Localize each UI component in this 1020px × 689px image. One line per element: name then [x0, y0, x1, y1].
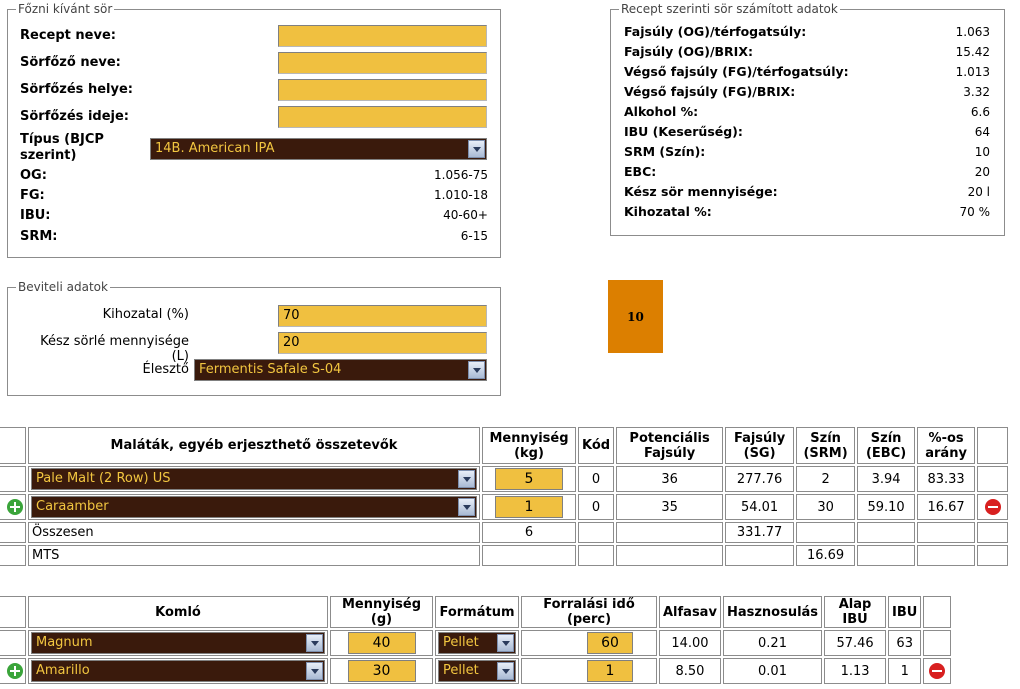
calc-row-label: Kész sör mennyisége: — [624, 184, 778, 199]
hop-select[interactable] — [31, 632, 325, 654]
hop-select-value: Magnum — [36, 635, 93, 650]
calc-row — [624, 64, 990, 84]
malt-code-cell: 0 — [578, 494, 614, 520]
empty-cell — [917, 545, 975, 566]
malt-pct-cell: 83.33 — [917, 466, 975, 492]
hop-ibu-cell: 63 — [888, 630, 921, 656]
calc-row — [624, 104, 990, 124]
calc-row-label: SRM (Szín): — [624, 144, 706, 159]
header-cell: Fajsúly (SG) — [725, 427, 794, 464]
brew-place-input[interactable] — [278, 79, 487, 101]
malt-ebc-cell: 3.94 — [857, 466, 915, 492]
mts-srm-cell: 16.69 — [796, 545, 855, 566]
row-action-cell — [977, 494, 1008, 520]
volume-label: Kész sörlé mennyisége (L) — [40, 334, 189, 364]
hop-time-cell — [521, 630, 657, 656]
calc-row — [624, 204, 990, 224]
header-cell: Mennyiség (g) — [330, 596, 433, 628]
beer-color-swatch — [608, 280, 663, 353]
hop-format-value: Pellet — [443, 663, 479, 678]
calc-row-value: 20 l — [967, 185, 990, 199]
calc-row-value: 6.6 — [970, 105, 990, 119]
calc-row-value: 15.42 — [955, 45, 990, 59]
empty-cell — [616, 545, 723, 566]
chevron-down-icon[interactable] — [468, 361, 485, 379]
empty-cell — [616, 522, 723, 543]
hop-time-cell — [521, 658, 657, 684]
row-action-cell — [923, 658, 951, 684]
calc-row — [624, 184, 990, 204]
hop-util-cell: 0.21 — [723, 630, 822, 656]
chevron-down-icon[interactable] — [458, 498, 475, 516]
row-action-cell — [0, 545, 26, 566]
total-row — [0, 522, 1008, 543]
header-cell: Alfasav — [659, 596, 721, 628]
hop-ibu-cell: 1 — [888, 658, 921, 684]
calc-row-value: 10 — [974, 145, 990, 159]
header-cell: Potenciális Fajsúly — [616, 427, 723, 464]
recipe-name-input[interactable] — [278, 25, 487, 47]
chevron-down-icon[interactable] — [497, 662, 514, 680]
calc-row — [624, 44, 990, 64]
hop-qty-cell — [330, 630, 433, 656]
malt-qty-input[interactable]: 5 — [495, 468, 563, 490]
fg-spec-value: 1.010-18 — [434, 188, 488, 202]
malt-potential-cell: 35 — [616, 494, 723, 520]
style-select[interactable] — [150, 138, 487, 160]
hop-alpha-cell: 8.50 — [659, 658, 721, 684]
og-spec-label: OG: — [20, 168, 47, 183]
malt-qty-input[interactable]: 1 — [495, 496, 563, 518]
hop-name-cell — [28, 630, 328, 656]
calc-row-label: Végső fajsúly (FG)/BRIX: — [624, 84, 796, 99]
calc-row — [624, 124, 990, 144]
brewer-name-label: Sörfőző neve: — [20, 55, 121, 70]
ibu-spec-label: IBU: — [20, 208, 51, 223]
chevron-down-icon[interactable] — [306, 634, 323, 652]
add-row-icon[interactable] — [7, 499, 23, 515]
row-action-cell — [0, 658, 26, 684]
brewer-name-input[interactable] — [278, 52, 487, 74]
empty-cell — [796, 522, 855, 543]
malt-select[interactable] — [31, 468, 477, 490]
volume-input[interactable]: 20 — [278, 332, 487, 354]
calculated-data-list — [624, 24, 990, 224]
add-row-icon[interactable] — [7, 663, 23, 679]
header-cell: Szín (EBC) — [857, 427, 915, 464]
malt-select-value: Caraamber — [36, 499, 109, 514]
empty-cell — [482, 545, 576, 566]
table-header-row — [0, 427, 1008, 464]
malt-qty-cell — [482, 466, 576, 492]
malt-code-cell: 0 — [578, 466, 614, 492]
calc-row-label: Kihozatal %: — [624, 204, 712, 219]
hop-base-ibu-cell: 57.46 — [824, 630, 886, 656]
hop-select[interactable] — [31, 660, 325, 682]
malt-srm-cell: 2 — [796, 466, 855, 492]
row-action-cell — [0, 466, 26, 492]
malt-select-value: Pale Malt (2 Row) US — [36, 471, 171, 486]
calc-row-label: Fajsúly (OG)/BRIX: — [624, 44, 753, 59]
empty-cell — [725, 545, 794, 566]
efficiency-input[interactable]: 70 — [278, 305, 487, 327]
header-cell: Komló — [28, 596, 328, 628]
total-label-cell: Összesen — [28, 522, 480, 543]
malt-qty-cell — [482, 494, 576, 520]
hops-table — [0, 594, 953, 686]
srm-spec-label: SRM: — [20, 229, 58, 244]
hop-util-cell: 0.01 — [723, 658, 822, 684]
empty-cell — [857, 545, 915, 566]
beer-info-legend: Főzni kívánt sör — [18, 2, 113, 16]
calc-row-value: 64 — [974, 125, 990, 139]
hop-qty-input[interactable]: 30 — [348, 660, 416, 682]
yeast-select-value: Fermentis Safale S-04 — [199, 362, 342, 377]
empty-cell — [917, 522, 975, 543]
hop-format-cell — [435, 630, 519, 656]
empty-cell — [977, 522, 1008, 543]
table-row — [0, 466, 1008, 492]
remove-row-icon[interactable] — [929, 663, 945, 679]
malt-name-cell — [28, 466, 480, 492]
calc-row-label: IBU (Keserűség): — [624, 124, 743, 139]
calc-row — [624, 164, 990, 184]
header-cell: Hasznosulás — [723, 596, 822, 628]
chevron-down-icon[interactable] — [306, 662, 323, 680]
table-row — [0, 494, 1008, 520]
hop-name-cell — [28, 658, 328, 684]
calc-row-label: Végső fajsúly (FG)/térfogatsúly: — [624, 64, 849, 79]
hop-format-select[interactable] — [438, 660, 516, 682]
calc-row-value: 1.063 — [955, 25, 990, 39]
header-cell: IBU — [888, 596, 921, 628]
input-data-legend: Beviteli adatok — [18, 280, 108, 294]
calc-row-value: 20 — [974, 165, 990, 179]
hop-qty-cell — [330, 658, 433, 684]
chevron-down-icon[interactable] — [468, 140, 485, 158]
mts-label-cell: MTS — [28, 545, 480, 566]
og-spec-value: 1.056-75 — [434, 168, 488, 182]
style-label: Típus (BJCP szerint) — [20, 132, 104, 163]
hop-format-cell — [435, 658, 519, 684]
hop-qty-input[interactable]: 40 — [348, 632, 416, 654]
calculated-data-legend: Recept szerinti sör számított adatok — [621, 2, 838, 16]
calc-row — [624, 144, 990, 164]
malt-select[interactable] — [31, 496, 477, 518]
calc-row-value: 1.013 — [955, 65, 990, 79]
row-action-cell — [0, 630, 26, 656]
header-cell — [0, 427, 26, 464]
malt-name-cell — [28, 494, 480, 520]
hop-alpha-cell: 14.00 — [659, 630, 721, 656]
chevron-down-icon[interactable] — [497, 634, 514, 652]
calc-row-label: EBC: — [624, 164, 657, 179]
header-cell — [0, 596, 26, 628]
header-cell: Formátum — [435, 596, 519, 628]
hop-select-value: Amarillo — [36, 663, 90, 678]
table-row — [0, 630, 951, 656]
recipe-name-label: Recept neve: — [20, 28, 116, 43]
header-cell: Forralási idő (perc) — [521, 596, 657, 628]
calc-row-label: Fajsúly (OG)/térfogatsúly: — [624, 24, 807, 39]
yeast-select[interactable] — [194, 359, 487, 381]
hop-time-input[interactable]: 1 — [587, 660, 633, 682]
header-cell — [923, 596, 951, 628]
ibu-spec-value: 40-60+ — [443, 208, 488, 222]
row-action-cell — [923, 630, 951, 656]
malt-potential-cell: 36 — [616, 466, 723, 492]
hop-time-input[interactable]: 60 — [587, 632, 633, 654]
row-action-cell — [0, 494, 26, 520]
hop-format-select[interactable] — [438, 632, 516, 654]
total-qty-cell: 6 — [482, 522, 576, 543]
table-row — [0, 658, 951, 684]
style-select-value: 14B. American IPA — [155, 141, 275, 156]
calc-row-value: 70 % — [959, 205, 990, 219]
malt-srm-cell: 30 — [796, 494, 855, 520]
mts-row — [0, 545, 1008, 566]
header-cell: Szín (SRM) — [796, 427, 855, 464]
srm-spec-value: 6-15 — [460, 229, 488, 243]
chevron-down-icon[interactable] — [458, 470, 475, 488]
header-cell — [977, 427, 1008, 464]
malt-pct-cell: 16.67 — [917, 494, 975, 520]
header-cell: %-os arány — [917, 427, 975, 464]
fg-spec-label: FG: — [20, 188, 45, 203]
efficiency-label: Kihozatal (%) — [102, 307, 189, 322]
beer-color-value: 10 — [627, 309, 644, 324]
brew-date-label: Sörfőzés ideje: — [20, 109, 129, 124]
hop-format-value: Pellet — [443, 635, 479, 650]
malt-sg-cell: 54.01 — [725, 494, 794, 520]
brew-place-label: Sörfőzés helye: — [20, 82, 133, 97]
table-header-row — [0, 596, 951, 628]
calc-row-label: Alkohol %: — [624, 104, 699, 119]
calc-row — [624, 84, 990, 104]
total-sg-cell: 331.77 — [725, 522, 794, 543]
row-action-cell — [977, 466, 1008, 492]
empty-cell — [578, 545, 614, 566]
remove-row-icon[interactable] — [985, 499, 1001, 515]
calc-row — [624, 24, 990, 44]
empty-cell — [578, 522, 614, 543]
empty-cell — [977, 545, 1008, 566]
brew-date-input[interactable] — [278, 106, 487, 128]
header-cell: Mennyiség (kg) — [482, 427, 576, 464]
yeast-label: Élesztő — [142, 362, 189, 377]
hop-base-ibu-cell: 1.13 — [824, 658, 886, 684]
calc-row-value: 3.32 — [963, 85, 990, 99]
empty-cell — [857, 522, 915, 543]
row-action-cell — [0, 522, 26, 543]
header-cell: Maláták, egyéb erjeszthető összetevők — [28, 427, 480, 464]
malt-sg-cell: 277.76 — [725, 466, 794, 492]
header-cell: Kód — [578, 427, 614, 464]
header-cell: Alap IBU — [824, 596, 886, 628]
malts-table — [0, 425, 1010, 568]
malt-ebc-cell: 59.10 — [857, 494, 915, 520]
